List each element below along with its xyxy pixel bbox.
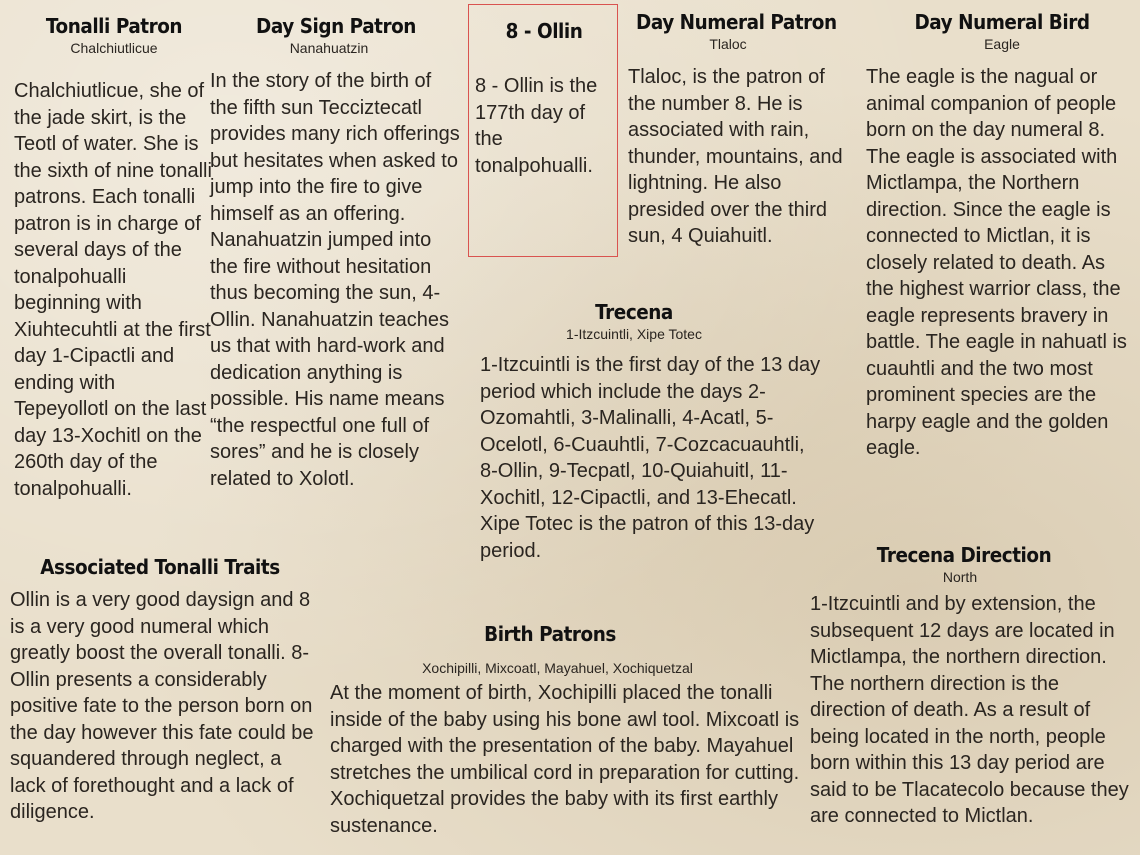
- birth-patrons-subtitle: Xochipilli, Mixcoatl, Mayahuel, Xochiquetzal: [422, 660, 693, 676]
- tonalli-patron-subtitle: Chalchiutlicue: [70, 40, 158, 56]
- trecena-subtitle: 1-Itzcuintli, Xipe Totec: [566, 326, 702, 342]
- birth-patrons-section: [330, 622, 805, 839]
- trecena-section: [480, 300, 825, 564]
- tonalli-patron-section: [14, 14, 214, 502]
- day-numeral-patron-section: [628, 10, 858, 250]
- day-numeral-bird-section: [866, 10, 1138, 462]
- day-sign-patron-body: In the story of the birth of the fifth sun Tecciztecatl provides many rich offerings but hesitates when asked to jump into the fire to give himself as an offering. Nanahuatzin jumped into the fire without hesitation thus becoming the sun, 4-Ollin. Nanahuatzin teaches us that with hard-work and dedication anything is possible. His name means “the respectful one full of sores” and he is closely related to Xolotl.: [210, 70, 460, 490]
- day-sign-patron-title: Day Sign Patron: [256, 14, 416, 38]
- associated-traits-title: Associated Tonalli Traits: [40, 555, 280, 579]
- birth-patrons-title: Birth Patrons: [484, 622, 616, 646]
- trecena-direction-section: [810, 543, 1138, 830]
- tonalli-patron-body: Chalchiutlicue, she of the jade skirt, is the Teotl of water. She is the sixth of nine tonalli patrons. Each tonalli patron is in charge of several days of the tonalpohualli beginning with Xiuhtecuhtli at the first day 1-Cipactli and ending with Tepeyollotl on the last day 13-Xochitl on the 260th day of the tonalpohualli.: [14, 80, 212, 500]
- day-numeral-bird-title: Day Numeral Bird: [914, 10, 1090, 34]
- tonalli-patron-title: Tonalli Patron: [45, 14, 183, 38]
- day-numeral-bird-body: The eagle is the nagual or animal companion of people born on the day numeral 8. The eagle is associated with Mictlampa, the Northern direction. Since the eagle is connected to Mictlan, it is closely related to death. As the highest warrior class, the eagle represents bravery in battle. The eagle in nahuatl is cuauhtli and the two most prominent species are the harpy eagle and the golden eagle.: [866, 66, 1127, 459]
- associated-traits-section: [10, 555, 320, 826]
- trecena-direction-title: Trecena Direction: [876, 543, 1052, 567]
- birth-patrons-body: At the moment of birth, Xochipilli placed the tonalli inside of the baby using his bone awl tool. Mixcoatl is charged with the presentation of the baby. Mayahuel stretches the umbilical cord in preparation for cutting. Xochiquetzal provides the baby with its first earthly sustenance.: [330, 682, 800, 837]
- day-sign-patron-subtitle: Nanahuatzin: [289, 40, 369, 56]
- trecena-direction-body: 1-Itzcuintli and by extension, the subsequent 12 days are located in Mictlampa, the northern direction. The northern direction is the direction of death. As a result of being located in the north, people born within this 13 day period are said to be Tlacatecolo because they are connected to Mictlan.: [810, 593, 1129, 827]
- day-numeral-patron-title: Day Numeral Patron: [636, 10, 837, 34]
- associated-traits-body: Ollin is a very good daysign and 8 is a very good numeral which greatly boost the overall tonalli. 8-Ollin presents a considerably positive fate to the person born on the day however this fate could be squandered through neglect, a lack of forethought and a lack of diligence.: [10, 589, 314, 823]
- day-title: 8 - Ollin: [505, 19, 583, 43]
- day-numeral-patron-subtitle: Tlaloc: [709, 36, 747, 52]
- day-numeral-patron-body: Tlaloc, is the patron of the number 8. He is associated with rain, thunder, mountains, and lightning. He also presided over the third sun, 4 Quiahuitl.: [628, 66, 843, 247]
- day-highlight-box: [468, 4, 618, 257]
- day-numeral-bird-subtitle: Eagle: [984, 36, 1020, 52]
- day-sign-patron-section: [210, 14, 462, 492]
- trecena-title: Trecena: [595, 300, 673, 324]
- trecena-direction-subtitle: North: [942, 569, 978, 585]
- trecena-body: 1-Itzcuintli is the first day of the 13 day period which include the days 2-Ozomahtli, 3-Malinalli, 4-Acatl, 5-Ocelotl, 6-Cuauhtli, 7-Cozcacuauhtli, 8-Ollin, 9-Tecpatl, 10-Quiahuitl, 11-Xochitl, 12-Cipactli, and 13-Ehecatl. Xipe Totec is the patron of this 13-day period.: [480, 354, 821, 562]
- day-body: 8 - Ollin is the 177th day of the tonalpohualli.: [475, 75, 598, 177]
